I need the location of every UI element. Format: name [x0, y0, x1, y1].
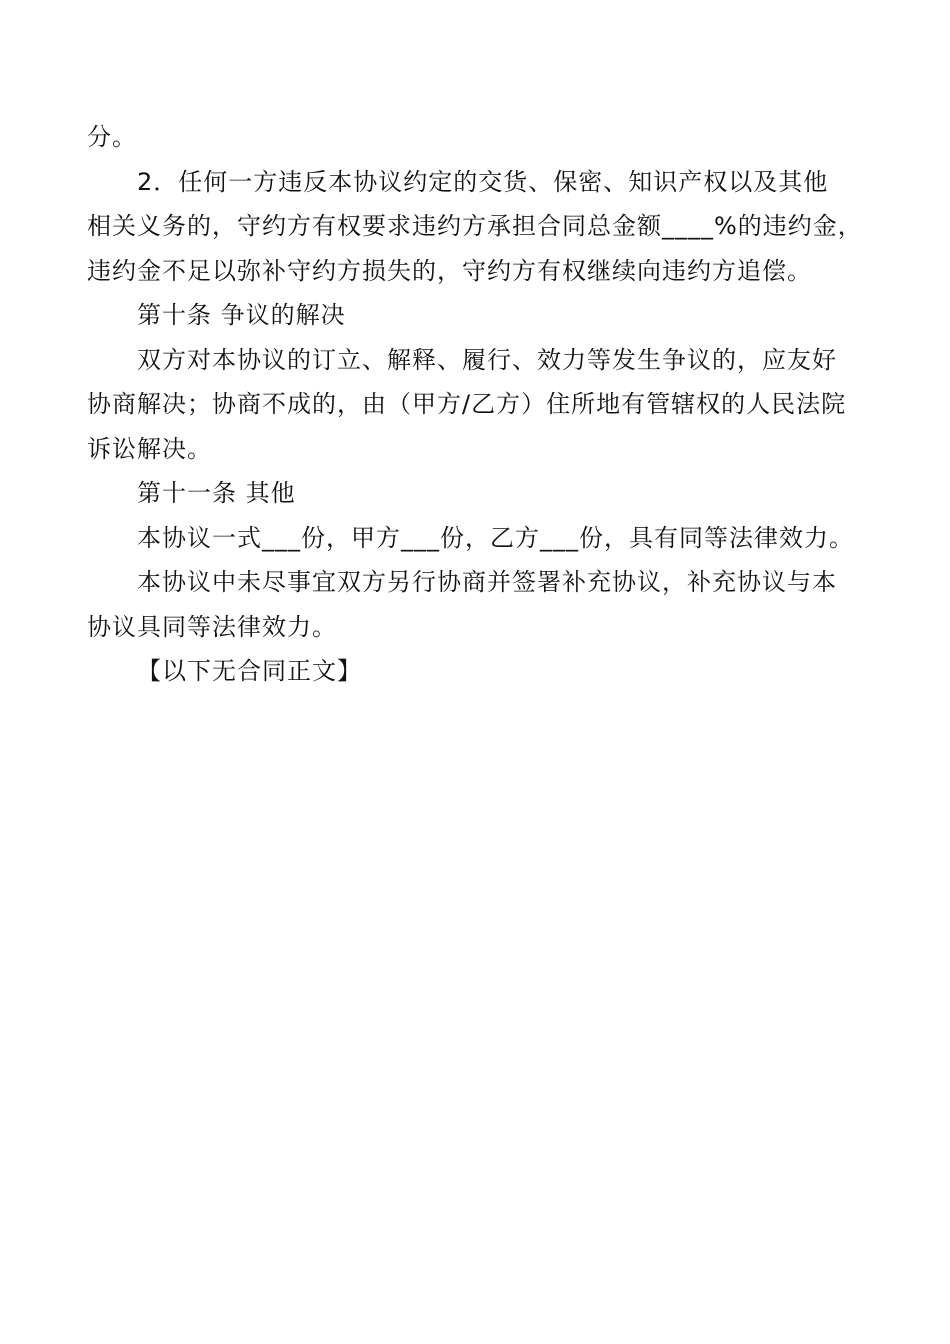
article-10-line-3: 诉讼解决。 [87, 435, 212, 463]
article-11-line-2: 本协议中未尽事宜双方另行协商并签署补充协议，补充协议与本 [137, 568, 837, 596]
article-11-heading: 第十一条 其他 [137, 479, 296, 507]
article-10-heading: 第十条 争议的解决 [137, 301, 346, 329]
article-10-line-2: 协商解决；协商不成的，由（甲方/乙方）住所地有管辖权的人民法院 [87, 390, 847, 418]
paragraph-line: 分。 [87, 123, 137, 151]
end-of-contract-note: 【以下无合同正文】 [137, 657, 362, 685]
clause-2-line-1: 2．任何一方违反本协议约定的交货、保密、知识产权以及其他 [137, 168, 829, 196]
article-11-copies-line: 本协议一式___份，甲方___份，乙方___份，具有同等法律效力。 [137, 524, 854, 552]
clause-2-line-2: 相关义务的，守约方有权要求违约方承担合同总金额____%的违约金， [87, 212, 863, 240]
article-10-line-1: 双方对本协议的订立、解释、履行、效力等发生争议的，应友好 [137, 346, 837, 374]
article-11-line-3: 协议具同等法律效力。 [87, 613, 337, 641]
clause-2-line-3: 违约金不足以弥补守约方损失的，守约方有权继续向违约方追偿。 [87, 257, 812, 285]
